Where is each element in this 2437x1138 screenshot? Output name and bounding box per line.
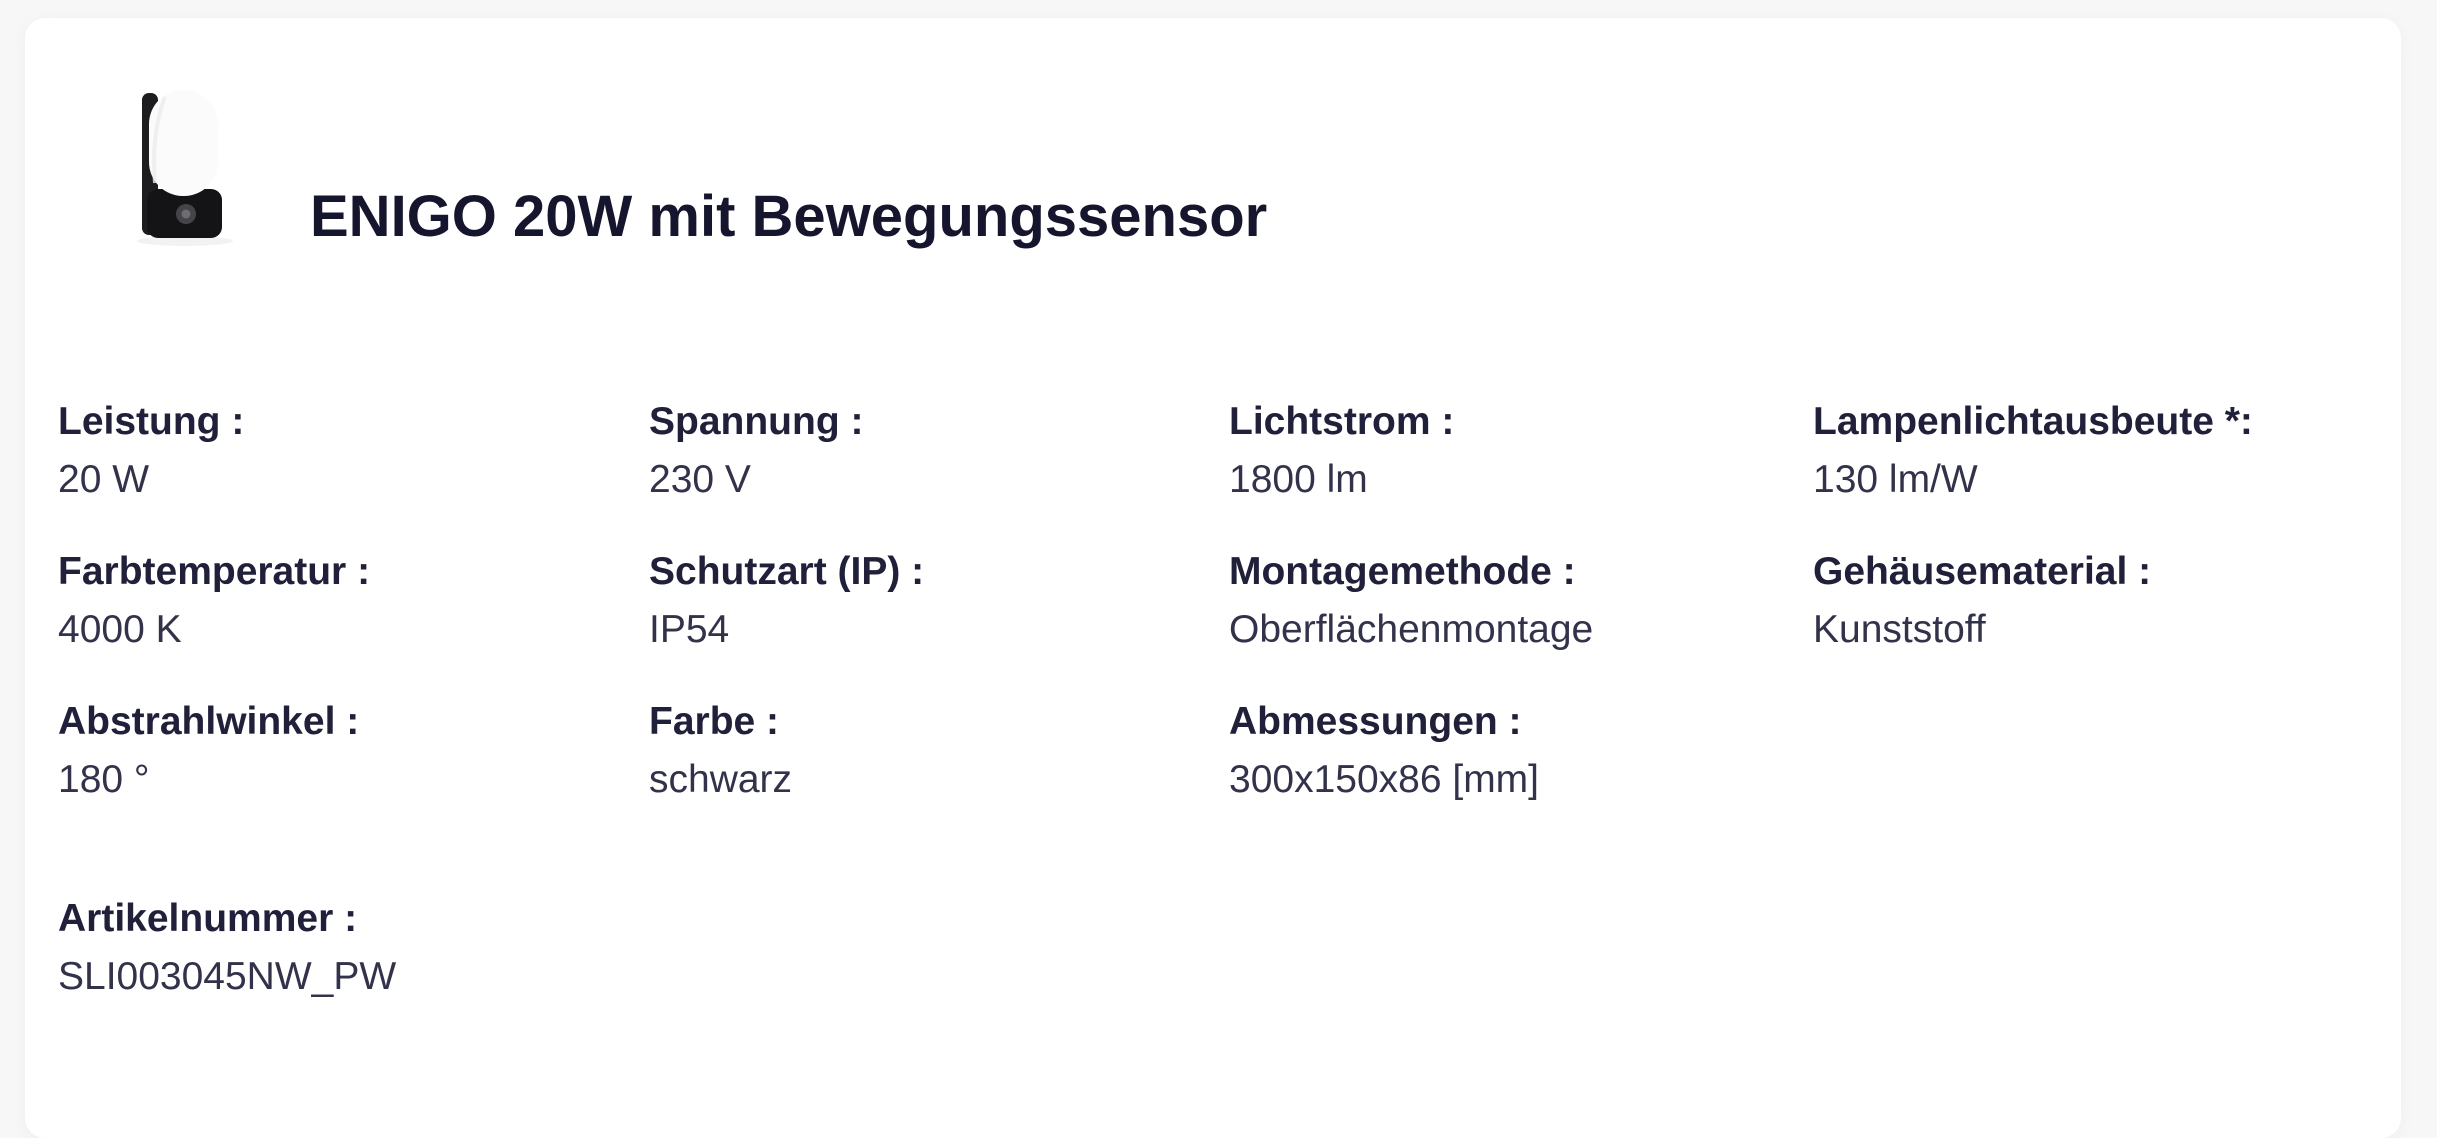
spec-value: 20 W (58, 458, 150, 501)
spec-value: 4000 K (58, 608, 182, 651)
spec-montagemethode (1229, 548, 1813, 653)
spec-farbtemperatur (58, 548, 649, 653)
spec-label: Spannung : (649, 400, 864, 443)
spec-value: Oberflächenmontage (1229, 608, 1594, 651)
spec-value: 230 V (649, 458, 751, 501)
spec-lichtstrom (1229, 398, 1813, 503)
spec-grid (25, 398, 2401, 848)
article-number-section (25, 895, 2401, 1000)
spec-value: IP54 (649, 608, 730, 651)
motion-sensor-lens (182, 210, 191, 219)
spec-value: Kunststoff (1813, 608, 1986, 651)
spec-label: Farbe : (649, 700, 780, 743)
spec-label: Gehäusematerial : (1813, 550, 2152, 593)
page-title: ENIGO 20W mit Bewegungssensor (310, 183, 1268, 249)
spec-abmessungen (1229, 698, 1813, 803)
spec-label: Montagemethode : (1229, 550, 1576, 593)
spec-gehaeusematerial (1813, 548, 2401, 653)
spec-label: Schutzart (IP) : (649, 550, 925, 593)
spec-leistung (58, 398, 649, 503)
lamp-diffuser (149, 90, 218, 196)
article-number-label: Artikelnummer : (58, 897, 358, 940)
spec-spannung (649, 398, 1229, 503)
spec-farbe (649, 698, 1229, 803)
spec-label: Abmessungen : (1229, 700, 1522, 743)
spec-label: Leistung : (58, 400, 245, 443)
spec-label: Farbtemperatur : (58, 550, 371, 593)
spec-label: Abstrahlwinkel : (58, 700, 360, 743)
spec-label: Lichtstrom : (1229, 400, 1455, 443)
spec-value: 180 ° (58, 758, 150, 801)
spec-schutzart (649, 548, 1229, 653)
spec-value: 300x150x86 [mm] (1229, 758, 1540, 801)
spec-label: Lampenlichtausbeute *: (1813, 400, 2253, 443)
product-header (25, 18, 2401, 248)
spec-abstrahlwinkel (58, 698, 649, 803)
spec-value: schwarz (649, 758, 793, 801)
product-photo-wall-lamp (85, 63, 270, 248)
article-number-value: SLI003045NW_PW (58, 955, 397, 998)
spec-lampenlichtausbeute (1813, 398, 2401, 503)
spec-value: 1800 lm (1229, 458, 1368, 501)
spec-value: 130 lm/W (1813, 458, 1978, 501)
product-spec-card (25, 18, 2401, 1138)
